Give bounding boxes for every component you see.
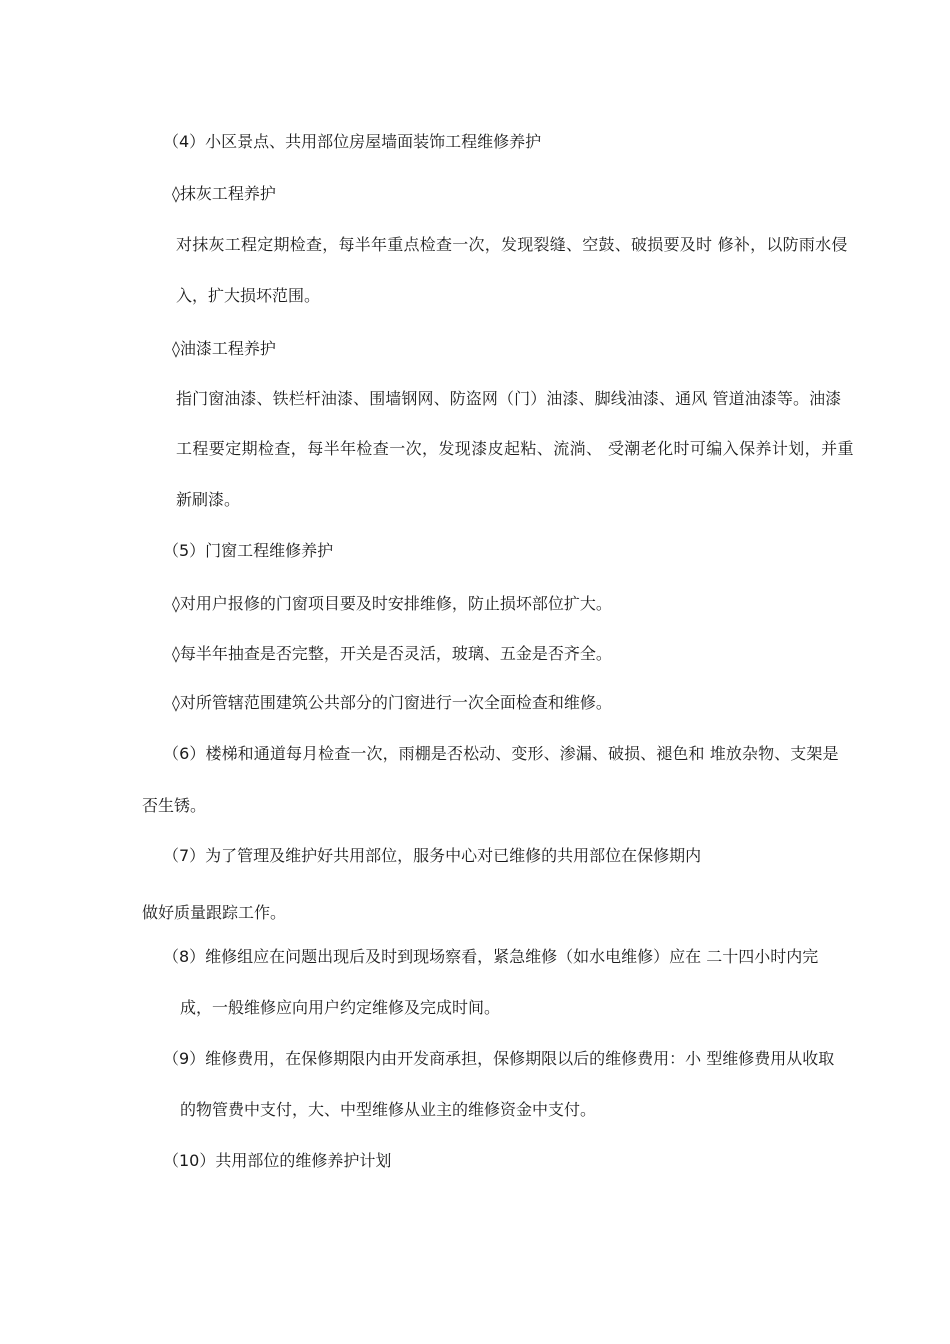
section-heading-5: （5）门窗工程维修养护 — [163, 541, 334, 560]
section-heading-8: （8）维修组应在问题出现后及时到现场察看，紧急维修（如水电维修）应在 二十四小时内完 — [163, 947, 819, 966]
paragraph-line: 入，扩大损坏范围。 — [176, 286, 321, 305]
paragraph-line: 指门窗油漆、铁栏杆油漆、围墙钢网、防盗网（门）油漆、脚线油漆、通风 管道油漆等。油漆 — [176, 389, 842, 408]
bullet-item: ◊对用户报修的门窗项目要及时安排维修，防止损坏部位扩大。 — [172, 594, 612, 613]
paragraph-line: 对抹灰工程定期检查，每半年重点检查一次，发现裂缝、空鼓、破损要及时 修补，以防雨水侵 — [176, 235, 848, 254]
section-heading-4: （4）小区景点、共用部位房屋墙面装饰工程维修养护 — [163, 132, 542, 151]
paragraph-line: 工程要定期检查，每半年检查一次，发现漆皮起粘、流淌、 受潮老化时可编入保养计划，并重 — [176, 439, 854, 458]
paragraph-line: 的物管费中支付，大、中型维修从业主的维修资金中支付。 — [180, 1100, 597, 1119]
subheading-paint: ◊油漆工程养护 — [172, 339, 276, 358]
bullet-item: ◊对所管辖范围建筑公共部分的门窗进行一次全面检查和维修。 — [172, 693, 612, 712]
paragraph-line: 成，一般维修应向用户约定维修及完成时间。 — [180, 998, 501, 1017]
paragraph-line: 新刷漆。 — [176, 490, 241, 509]
section-heading-9: （9）维修费用，在保修期限内由开发商承担，保修期限以后的维修费用：小 型维修费用从收取 — [163, 1049, 835, 1068]
paragraph-line: 否生锈。 — [142, 796, 207, 815]
paragraph-line: 做好质量跟踪工作。 — [142, 903, 287, 922]
bullet-item: ◊每半年抽查是否完整，开关是否灵活，玻璃、五金是否齐全。 — [172, 644, 612, 663]
section-heading-6: （6）楼梯和通道每月检查一次，雨棚是否松动、变形、渗漏、破损、褪色和 堆放杂物、支架是 — [163, 744, 839, 763]
subheading-plaster: ◊抹灰工程养护 — [172, 184, 276, 203]
section-heading-10: （10）共用部位的维修养护计划 — [163, 1151, 392, 1170]
section-heading-7: （7）为了管理及维护好共用部位，服务中心对已维修的共用部位在保修期内 — [163, 846, 702, 865]
